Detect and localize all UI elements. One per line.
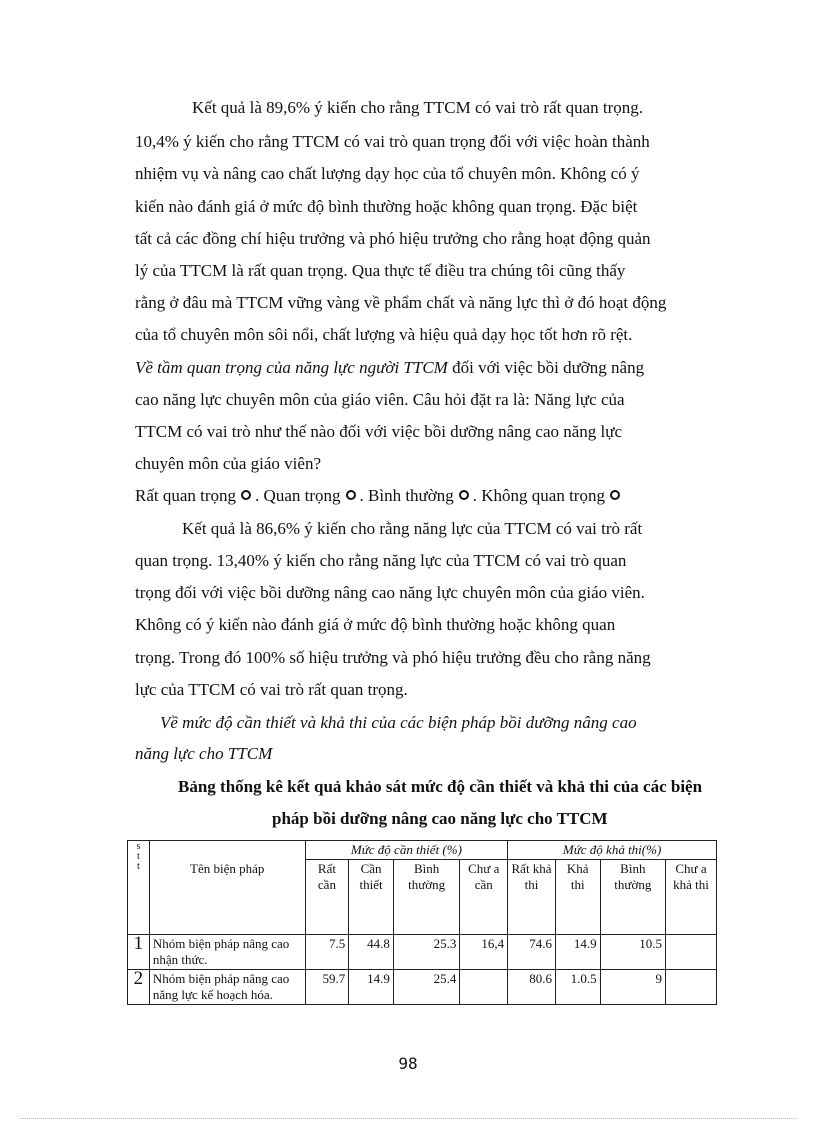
question-intro-line <box>135 358 644 378</box>
value-cell: 25.3 <box>393 935 459 970</box>
paragraph1-line-6: lý của TTCM là rất quan trọng. Qua thực tế điều tra chúng tôi cũng thấy <box>135 261 626 280</box>
value-cell: 74.6 <box>508 935 556 970</box>
stt-header-char: t <box>137 861 140 872</box>
paragraph2-line-5: trọng. Trong đó 100% số hiệu trưởng và phó hiệu trưởng đều cho rằng năng <box>135 648 651 667</box>
value-cell: 59.7 <box>305 970 349 1005</box>
value-cell: 14.9 <box>349 970 394 1005</box>
row-stt-cell: 1 <box>128 935 150 970</box>
paragraph2-line-4: Không có ý kiến nào đánh giá ở mức độ bình thường hoặc không quan <box>135 615 616 634</box>
table-title-line-2: pháp bồi dưỡng nâng cao năng lực cho TTCM <box>272 809 608 828</box>
paragraph1-line-4: kiến nào đánh giá ở mức độ bình thường hoặc không quan trọng. Đặc biệt <box>135 197 638 216</box>
row-stt-cell: 2 <box>128 970 150 1005</box>
subheader-cell: Rất khả thi <box>508 860 556 935</box>
value-cell: 1.0.5 <box>555 970 600 1005</box>
paragraph1-line-5: tất cả các đồng chí hiệu trưởng và phó hiệu trưởng cho rằng hoạt động quản <box>135 229 651 248</box>
stt-header-char: t <box>137 851 140 862</box>
subheader-cell: Bình thường <box>600 860 665 935</box>
option-quan-trong-label: . Quan trọng <box>255 486 341 505</box>
paragraph2-line-2: quan trọng. 13,40% ý kiến cho rằng năng lực của TTCM có vai trò quan <box>135 551 627 570</box>
question-line-1: cao năng lực chuyên môn của giáo viên. Câu hỏi đặt ra là: Năng lực của <box>135 390 625 409</box>
question-intro-italic: Về tầm quan trọng của năng lực người TTCM <box>135 358 448 377</box>
subheader-cell: Chư a khả thi <box>666 860 717 935</box>
section-heading-line-1: Về mức độ cần thiết và khả thi của các biện pháp bồi dưỡng nâng cao <box>160 713 637 732</box>
table-row <box>128 935 717 970</box>
table-header-row-1 <box>128 841 717 860</box>
subheader-cell: Rất cần <box>305 860 349 935</box>
name-header-cell: Tên biện pháp <box>149 841 305 935</box>
subheader-cell: Khả thi <box>555 860 600 935</box>
row-name-cell: Nhóm biện pháp nâng cao nhận thức. <box>149 935 305 970</box>
paragraph1-line-3: nhiệm vụ và nâng cao chất lượng dạy học của tổ chuyên môn. Không có ý <box>135 164 640 183</box>
feasibility-header-cell: Mức độ khả thi(%) <box>508 841 717 860</box>
paragraph1-line-7: rằng ở đâu mà TTCM vững vàng về phẩm chất và năng lực thì ở đó hoạt động <box>135 293 667 312</box>
subheader-cell: Chư a cần <box>460 860 508 935</box>
stt-header-char: s <box>136 841 141 852</box>
necessity-header-cell: Mức độ cần thiết (%) <box>305 841 508 860</box>
value-cell: 9 <box>600 970 665 1005</box>
paragraph2-line-6: lực của TTCM có vai trò rất quan trọng. <box>135 680 408 699</box>
paragraph1-line-1: Kết quả là 89,6% ý kiến cho rằng TTCM có vai trò rất quan trọng. <box>192 98 644 117</box>
value-cell: 14.9 <box>555 935 600 970</box>
option-rat-quan-trong-label: Rất quan trọng <box>135 486 237 505</box>
value-cell <box>666 970 717 1005</box>
paragraph1-line-8: của tổ chuyên môn sôi nổi, chất lượng và hiệu quả dạy học tốt hơn rõ rệt. <box>135 325 633 344</box>
value-cell: 44.8 <box>349 935 394 970</box>
option-quan-trong-circle-icon <box>346 490 356 500</box>
subheader-cell: Cần thiết <box>349 860 394 935</box>
option-binh-thuong-label: . Bình thường <box>359 486 454 505</box>
paragraph1-line-2: 10,4% ý kiến cho rằng TTCM có vai trò quan trọng đối với việc hoàn thành <box>135 132 650 151</box>
page-number: 98 <box>398 1054 418 1073</box>
row-name-cell: Nhóm biện pháp nâng cao năng lực kế hoạch hóa. <box>149 970 305 1005</box>
table-title-line-1: Bảng thống kê kết quả khảo sát mức độ cần thiết và khả thi của các biện <box>178 777 703 796</box>
value-cell <box>666 935 717 970</box>
option-khong-quan-trong-circle-icon <box>610 490 620 500</box>
paragraph2-line-3: trọng đối với việc bồi dưỡng nâng cao năng lực chuyên môn của giáo viên. <box>135 583 645 602</box>
page-bottom-divider <box>20 1118 796 1119</box>
value-cell: 7.5 <box>305 935 349 970</box>
question-line-3: chuyên môn của giáo viên? <box>135 454 321 473</box>
value-cell: 80.6 <box>508 970 556 1005</box>
answer-options <box>135 486 624 506</box>
stt-header-cell <box>128 841 150 935</box>
table-row <box>128 970 717 1005</box>
option-khong-quan-trong-label: . Không quan trọng <box>472 486 605 505</box>
question-line-2: TTCM có vai trò như thế nào đối với việc bồi dưỡng nâng cao năng lực <box>135 422 623 441</box>
section-heading-line-2: năng lực cho TTCM <box>135 744 273 763</box>
value-cell: 25.4 <box>393 970 459 1005</box>
question-intro-rest: đối với việc bồi dưỡng nâng <box>447 358 645 377</box>
paragraph2-line-1: Kết quả là 86,6% ý kiến cho rằng năng lực của TTCM có vai trò rất <box>182 519 643 538</box>
option-binh-thuong-circle-icon <box>459 490 469 500</box>
value-cell <box>460 970 508 1005</box>
option-rat-quan-trong-circle-icon <box>241 490 251 500</box>
value-cell: 16,4 <box>460 935 508 970</box>
value-cell: 10.5 <box>600 935 665 970</box>
survey-results-table <box>127 840 717 1005</box>
subheader-cell: Bình thường <box>393 860 459 935</box>
